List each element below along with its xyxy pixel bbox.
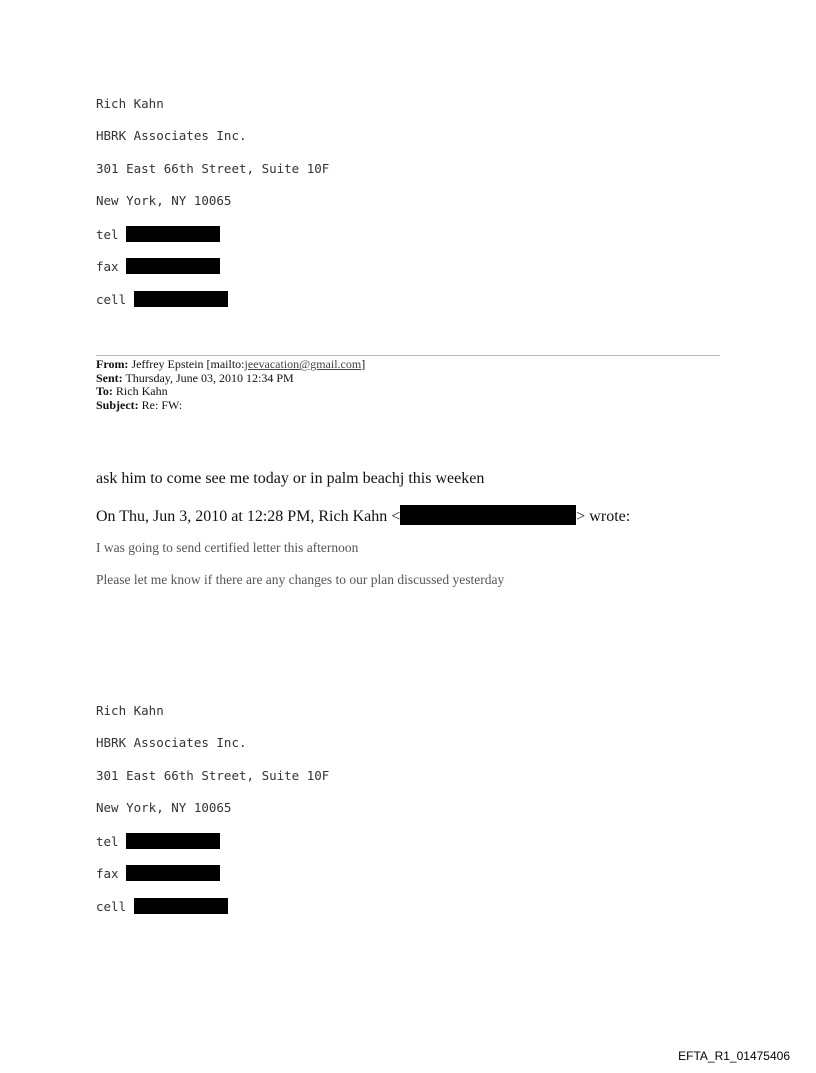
signature-name: Rich Kahn <box>96 703 164 718</box>
signature-tel <box>96 226 220 242</box>
signature-city: New York, NY 10065 <box>96 193 232 208</box>
fax-label: fax <box>96 259 119 274</box>
subject-row <box>96 399 365 413</box>
signature-cell <box>96 291 228 307</box>
document-id: EFTA_R1_01475406 <box>678 1049 790 1063</box>
redaction-email <box>400 505 576 525</box>
signature-address: 301 East 66th Street, Suite 10F <box>96 161 330 176</box>
from-row <box>96 358 365 372</box>
signature-name: Rich Kahn <box>96 96 164 111</box>
signature-city: New York, NY 10065 <box>96 800 232 815</box>
subject-value: Re: FW: <box>141 397 183 412</box>
sent-row <box>96 372 365 386</box>
fax-label: fax <box>96 866 119 881</box>
signature-cell <box>96 898 228 914</box>
signature-company: HBRK Associates Inc. <box>96 735 247 750</box>
quoted-line-1: I was going to send certified letter this afternoon <box>96 540 359 555</box>
quote-attribution <box>96 505 630 526</box>
quote-prefix: On Thu, Jun 3, 2010 at 12:28 PM, Rich Kahn < <box>96 508 401 525</box>
signature-fax <box>96 865 220 881</box>
cell-label: cell <box>96 899 127 914</box>
redaction-fax <box>126 865 220 881</box>
to-label: To: <box>96 384 113 398</box>
reply-text: ask him to come see me today or in palm beachj this weeken <box>96 470 485 487</box>
from-close: ] <box>361 357 366 371</box>
redaction-cell <box>134 898 228 914</box>
redaction-tel <box>126 226 220 242</box>
redaction-tel <box>126 833 220 849</box>
to-value: Rich Kahn <box>115 384 168 398</box>
sent-label: Sent: <box>96 370 123 385</box>
subject-label: Subject: <box>96 397 139 412</box>
header-divider <box>96 355 720 356</box>
signature-fax <box>96 258 220 274</box>
tel-label: tel <box>96 227 119 242</box>
signature-tel <box>96 833 220 849</box>
email-header <box>96 358 365 412</box>
signature-company: HBRK Associates Inc. <box>96 128 247 143</box>
signature-address: 301 East 66th Street, Suite 10F <box>96 768 330 783</box>
quote-suffix: > wrote: <box>576 508 631 525</box>
from-email-link[interactable]: jeevacation@gmail.com <box>244 357 362 371</box>
from-label: From: <box>96 357 129 371</box>
cell-label: cell <box>96 292 127 307</box>
to-row <box>96 385 365 399</box>
sent-value: Thursday, June 03, 2010 12:34 PM <box>125 370 294 385</box>
redaction-fax <box>126 258 220 274</box>
tel-label: tel <box>96 834 119 849</box>
quoted-line-2: Please let me know if there are any changes to our plan discussed yesterday <box>96 572 505 587</box>
from-name: Jeffrey Epstein [mailto: <box>131 357 245 371</box>
redaction-cell <box>134 291 228 307</box>
